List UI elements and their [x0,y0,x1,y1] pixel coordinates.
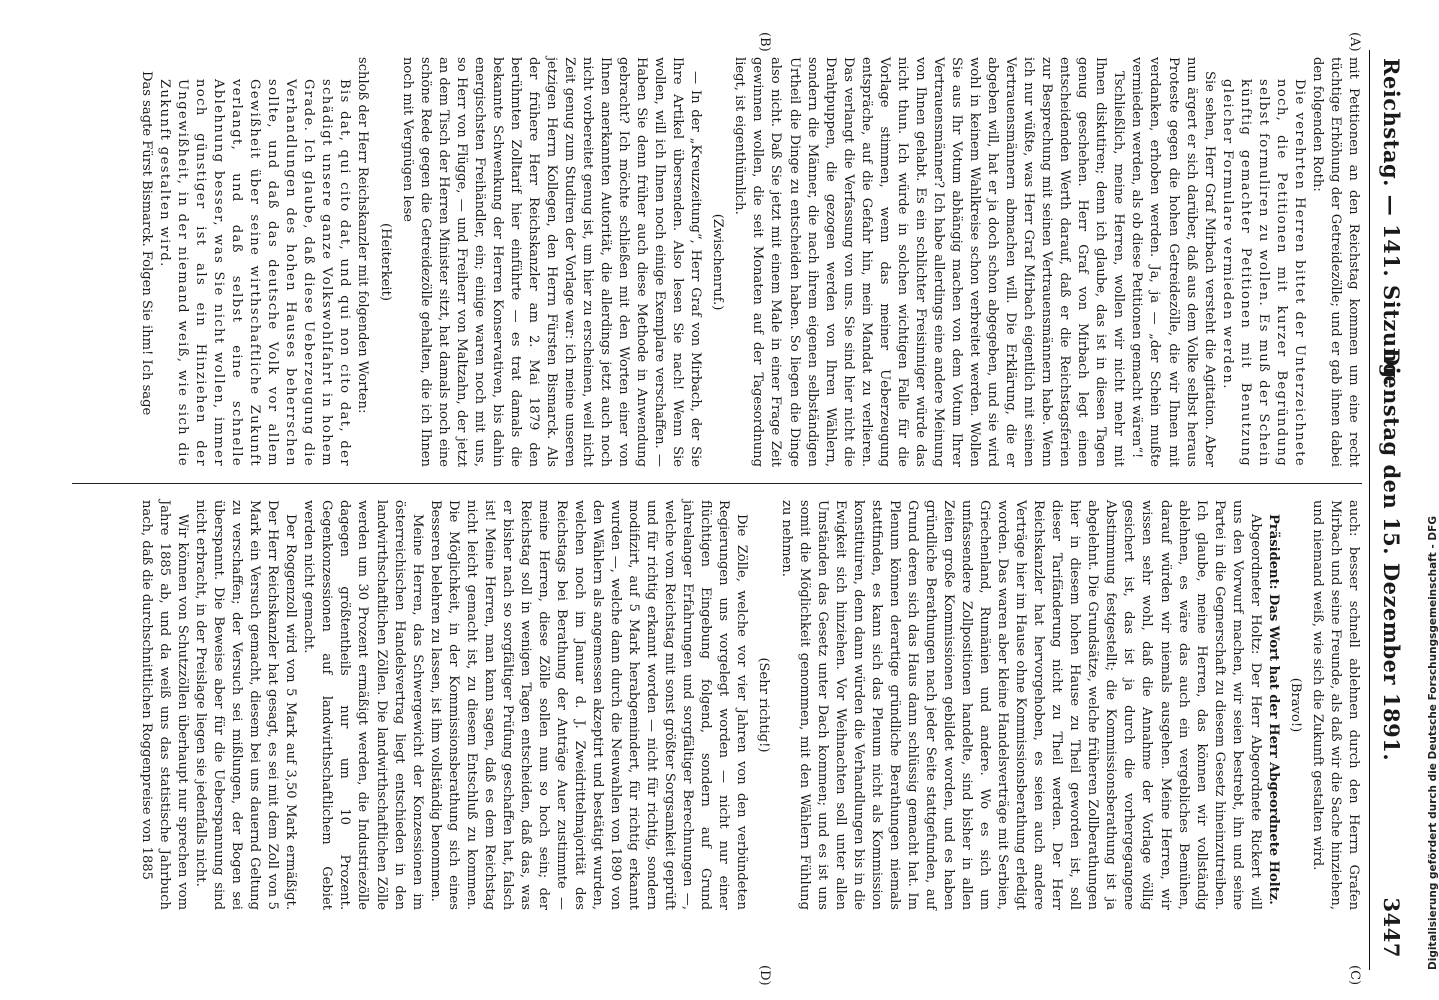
paragraph: auch: besser schnell ablehnen durch den Herrn Grafen Mirbach und seine Freunde, als daß wir die Sache hinziehen, und niemand weiß, wie sich die Zukunft gestalten wird. [1309,500,1361,910]
header-date: Dienstag den 15. Dezember 1891. [1379,348,1404,762]
interjection: (Zwischenruf.) [710,213,726,311]
paragraph: Die Zölle, welche vor vier Jahren von den verbündeten Regierungen uns vorgelegt worden — nicht nur einer flüchtigen Eingebung folgend, sondern auf Grund jahrelanger Erfahrungen und sorgfältiger Berechnungen —, welche vom Reichstag mit sonst größter Sorgsamkeit geprüft und für richtig erkannt worden — nicht für richtig, sondern modifizirt, auf 5 Mark herabgemindert, für richtig erkannt wurden —, welche dann durch die Neuwahlen von 1890 von den Wählern als angemessen akzeptirt und bestätigt wurden, welchen noch im Januar d. J. Zweidrittelmajorität des Reichstags bei Berathung der Anträge Auer zustimmte — meine Herren, diese Zölle sollen nun so hoch sein; der Reichstag soll in wenigen Tagen entscheiden, daß das, was er bisher nach so sorgfältiger Prüfung geschaffen hat, falsch ist! Meine Herren, man kann sagen, daß es dem Reichstag nicht leicht gemacht ist, zu diesem Entschluß zu kommen. Die Möglichkeit, in der Kommissionsberathung sich eines Besseren belehren zu lassen, ist ihm vollständig benommen. [427,500,750,910]
margin-mark-d: (D) [757,965,772,986]
paragraph: Meine Herren, das Schwergewicht der Konzessionen im österreichischen Handelsvertrag liegt entschieden in den landwirthschaftlichen Zöllen. Die landwirthschaftlichen Zölle werden um 30 Prozent ermäßigt werden, die Industriezölle dagegen größtentheils nur um 10 Prozent. Gegenkonzessionen auf landwirthschaftlichem Gebiet werden nicht gemacht. [301,500,425,910]
paragraph: mit Petitionen an den Reichstag kommen um eine recht tüchtige Erhöhung der Getreidezölle; und er gab ihnen dabei den folgenden Roth: [1309,57,1361,467]
header-page-number: 3447 [1379,897,1404,958]
margin-mark-b: (B) [757,32,772,52]
quoted-paragraph: Die verehrten Herren bittet der Unterzeichnete noch, die Petitionen mit kurzer Begründung selbst formuliren zu wollen. Es muß der Schein künftig gemachter Petitionen mit Benutzung gleicher Formulare vermieden werden. [1219,79,1307,467]
digitization-credit-text: Digitalisierung gefördert durch die Deutsche Forschungsgemeinschaft - DFG [1427,516,1439,970]
paragraph: — In der „Kreuzzeitung“, Herr Graf von Mirbach, der Sie Ihre Artikel übersenden. Also lesen Sie nach! Wenn Sie wollen, will ich Ihnen noch einige Exemplare verschaffen. — Haben Sie denn früher auch diese Methode in Anwendung gebracht? Ich möchte schließen mit den Worten einer von Ihnen anerkannten Autorität, die allerdings jetzt auch noch nicht vorbereitet genug ist, um hier zu erscheinen, weil nicht Zeit genug zum Studiren der Vorlage war: ich meine unseren jetzigen Herrn Kollegen, den Herrn Fürsten Bismarck. Als der frühere Herr Reichskanzler am 2. Mai 1879 den berühmten Zolltarif hier einführte — es trat damals die bekannte Schwenkung der Herren Konservativen, bis dahin energischsten Freihändler, ein; einige waren noch mit uns, so Herr von Flügge, — und Freiherr von Maltzahn, der jetzt an dem Tisch der Herren Minister sitzt, hat damals noch eine schöne Rede gegen die Getreidezölle gehalten, die ich Ihnen noch mit Vergnügen lese [399,57,704,467]
paragraph: Der Roggenzoll wird von 5 Mark auf 3,50 Mark ermäßigt. Der Herr Reichskanzler hat gesagt, es sei mit dem Zoll von 5 Mark ein Versuch gemacht, diesem bei uns dauernd Geltung zu verschaffen; der Versuch sei mißlungen, der Bogen sei überspannt. Die Beweise aber für die Ueberspannung sind nicht erbracht, in der Preislage liegen sie jedenfalls nicht. [193,500,299,910]
paragraph: schloß der Herr Reichskanzler mit folgenden Worten: [355,57,371,414]
header-rule [1369,50,1370,970]
paragraph: Sie sehen, Herr Graf Mirbach versteht die Agitation. Aber nun ärgert er sich darüber, daß aus dem Volke selbst heraus Proteste gegen die hohen Getreidezölle, die wir Ihnen mit verdanken, erhoben werden. Ja, ja — „der Schein mußte vermieden werden, als ob diese Petitionen gemacht wären“! [1129,57,1217,467]
header-session: Reichstag. — 141. Sitzung. [1379,58,1404,387]
paragraph: Wir können von Schutzzöllen überhaupt nur sprechen vom Jahre 1885 ab, und da weiß uns das statistische Jahrbuch nach, daß die durchschnittlichen Roggenpreise von 1885 [138,500,190,910]
margin-mark-c: (C) [1347,965,1362,986]
digitization-credit [1405,40,1439,970]
speaker-paragraph: Abgeordneter Holtz: Der Herr Abgeordnete Rickert will uns den Vorwurf machen, wir seien bestrebt, ihn und seine Partei in die Gegnerschaft zu diesem Gesetz hineinzutreiben. Ich glaube, meine Herren, das können wir vollständig ablehnen, es wäre das auch ein vergebliches Bemühen, darauf würden wir niemals ausgehen. Meine Herren, wir wissen sehr wohl, daß die Annahme der Vorlage völlig gesichert ist, das ist ja durch die vorhergegangene Abstimmung festgestellt; die Kommissionsberathung ist ja abgelehnt. Die Grundsätze, welche früheren Zollberathungen hier in diesem hohen Hause zu Theil geworden ist, soll dieser Tarifänderung nicht zu Theil werden. Der Herr Reichskanzler hat hervorgehoben, es seien auch andere Verträge hier im Hause ohne Kommissionsberathung erledigt worden. Das waren aber kleine Handelsverträge mit Serbien, Griechenland, Rumänien und andere. Wo es sich um umfassendere Zollpositionen handelte, sind bisher in allen Zeiten große Kommissionen gebildet worden, und es haben gründliche Berathungen nach jeder Seite stattgefunden, auf Grund deren sich das Haus dann schlüssig gemacht hat. Im Plenum können derartige gründliche Berathungen niemals stattfinden, es kann sich das Plenum nicht als Kommission konstituiren, denn dann würden die Verhandlungen bis in die Ewigkeit sich hinziehen. Vor Weihnachten soll unter allen Umständen das Gesetz unter Dach kommen; und es ist uns somit die Möglichkeit genommen, mit den Wählern Fühlung zu nehmen. [778,500,1263,910]
interjection: (Heiterkeit) [377,223,393,301]
quoted-paragraph: Bis dat, qui cito dat, und qui non cito dat, der schädigt unsere ganze Volkswohlfahrt in hohem Grade. Ich glaube, daß diese Ueberzeugung die Verhandlungen des hohen Hauses beherrschen sollte, und daß das deutsche Volk vor allem Gewißheit über seine wirthschaftliche Zukunft verlangt, und daß selbst eine schnelle Ablehnung besser, was Sie nicht wollen, immer noch günstiger ist als ein Hinziehen der Ungewißheit, in der niemand weiß, wie sich die Zukunft gestalten wird. [156,79,353,467]
right-column [77,500,1362,910]
left-column [77,57,1362,467]
interjection: (Bravo!) [1287,677,1303,733]
paragraph: Tschließlich, meine Herren, wollen wir nicht mehr mit Ihnen diskutiren; denn ich glaube, das ist in diesen Tagen genug geschehen. Herr Graf von Mirbach legt einen entscheidenden Werth darauf, daß er die Reichstagsferien zur Besprechung mit seinen Vertrauensmännern habe. Wenn ich nur wüßte, was Herr Graf Mirbach eigentlich mit seinen Vertrauensmännern abmachen will. Die Erklärung, die er abgeben will, hat er ja doch schon abgegeben, und sie wird wohl in keinem Wahlkreise schon verbreitet werden. Wollen Sie aus Ihr Votum abhängig machen von dem Votum Ihrer Vertrauensmänner? Ich habe allerdings eine andere Meinung von Ihnen gehabt. Es ein schlichter Freisinniger würde das nicht thun. Ich würde in solchen wichtigen Falle für die Vorlage stimmen, wenn das meiner Ueberzeugung entspräche, auf die Gefahr hin, mein Mandat zu verlieren. Das verlangt die Verfassung von uns. Sie sind hier nicht die Drahtpuppen, die gezogen werden von Ihren Wählern, sondern die Männer, die nach ihrem eigenen selbständigen Urtheil die Dinge zu entscheiden haben. So liegen die Dinge also nicht. Daß Sie jetzt mit einem Male in einer Frage Zeit gewinnen wollen, die seit Monaten auf der Tagesordnung liegt, ist eigenthümlich. [732,57,1127,467]
paragraph: Das sagte Fürst Bismarck. Folgen Sie ihm! Ich sage [138,71,154,416]
margin-mark-a: (A) [1347,32,1362,52]
speaker-paragraph: Präsident: Das Wort hat der Herr Abgeordnete Holtz. [1265,514,1281,905]
interjection: (Sehr richtig!) [756,657,772,753]
column-divider [72,483,1362,484]
